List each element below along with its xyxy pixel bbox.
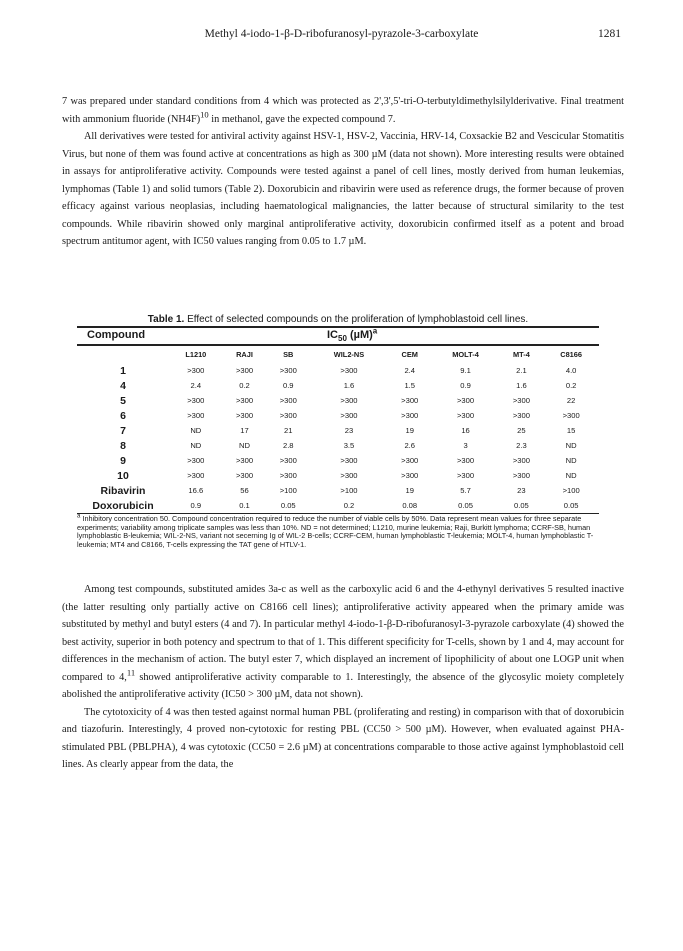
value-cell: >300 — [512, 471, 530, 480]
value-cell: 0.1 — [239, 501, 250, 510]
value-cell: 0.9 — [190, 501, 202, 510]
value-cell: >300 — [187, 411, 205, 420]
value-cell: 0.05 — [514, 501, 529, 510]
value-cell: >300 — [279, 366, 297, 375]
value-cell: >300 — [235, 456, 254, 465]
value-cell: 19 — [405, 426, 414, 435]
value-cell: >300 — [340, 411, 358, 420]
col-header: WIL2-NS — [333, 350, 365, 359]
value-cell: >300 — [401, 471, 419, 480]
value-cell: >300 — [187, 456, 205, 465]
value-cell: 2.1 — [516, 366, 527, 375]
paragraph-1-text-b: in methanol, gave the expected compound 7. — [208, 113, 396, 125]
value-cell: >300 — [512, 411, 530, 420]
value-cell: 21 — [284, 426, 293, 435]
value-cell: 56 — [240, 486, 249, 495]
table-header-row — [77, 328, 599, 344]
value-cell: 0.05 — [563, 501, 579, 510]
table-row — [77, 438, 599, 453]
value-cell: 2.4 — [190, 381, 202, 390]
value-cell: ND — [190, 441, 202, 450]
value-cell: 9.1 — [460, 366, 471, 375]
col-header: CEM — [401, 350, 418, 359]
value-cell: 25 — [517, 426, 526, 435]
value-cell: >300 — [340, 396, 358, 405]
cell-line-header-row — [77, 346, 599, 363]
value-cell: >300 — [340, 471, 358, 480]
running-title: Methyl 4-iodo-1-β-D-ribofuranosyl-pyrazole-3-carboxylate — [204, 28, 479, 40]
value-cell: 1.6 — [516, 381, 527, 390]
value-cell: 19 — [405, 486, 414, 495]
value-cell: 3.5 — [343, 441, 355, 450]
value-cell: >300 — [235, 411, 254, 420]
compound-cell: 6 — [120, 409, 126, 422]
table-data — [77, 346, 599, 513]
value-cell: 2.4 — [404, 366, 415, 375]
value-cell: >300 — [279, 411, 297, 420]
value-cell: >100 — [279, 486, 297, 495]
table-caption-text: Effect of selected compounds on the proliferation of lymphoblastoid cell lines. — [184, 314, 529, 325]
col-header: SB — [283, 350, 294, 359]
table-row — [77, 423, 599, 438]
value-cell: 23 — [344, 426, 354, 435]
table-1 — [77, 313, 599, 549]
table-row — [77, 408, 599, 423]
value-cell: 1.6 — [343, 381, 355, 390]
header-ic50: $IC_{50}$ $(\mu M)^a$ — [327, 326, 378, 344]
value-cell: >300 — [401, 456, 419, 465]
table-row — [77, 393, 599, 408]
header-compound: Compound — [87, 329, 146, 341]
col-header: L1210 — [185, 350, 207, 359]
compound-cell: 10 — [117, 469, 129, 482]
paragraph-2: All derivatives were tested for antiviral activity against HSV-1, HSV-2, Vaccinia, HRV-14, Coxsackie B2 and Vescicular Stomatitis Virus, but none of them was found active at concentrations as high as 300 µM (data not shown). More interesting results were obtained in assays for antiproliferative activity. Compounds were tested against a panel of cell lines, mostly derived from human leukemias, lymphomas (Table 1) and solid tumors (Table 2). Doxorubicin and ribavirin were used as reference drugs, the former because of proven efficacy against various neoplasias, including haematological malignancies, the latter because of structural similarity to the test compounds. While ribavirin showed only marginal antiproliferative activity, doxorubicin confirmed itself as a potent and broad spectrum antitumor agent, with IC50 values ranging from 0.05 to 1.7 µM. — [62, 131, 624, 247]
value-cell: 0.2 — [565, 381, 577, 390]
value-cell: ND — [190, 426, 202, 435]
value-cell: 0.9 — [282, 381, 294, 390]
value-cell: >300 — [562, 411, 580, 420]
compound-cell: 5 — [120, 394, 126, 407]
value-cell: ND — [565, 456, 577, 465]
value-cell: >300 — [279, 396, 297, 405]
value-cell: 0.2 — [343, 501, 355, 510]
value-cell: >300 — [187, 366, 205, 375]
value-cell: 2.6 — [404, 441, 415, 450]
compound-cell: 1 — [120, 364, 126, 377]
value-cell: >300 — [340, 456, 358, 465]
value-cell: >300 — [457, 456, 475, 465]
value-cell: 15 — [566, 426, 576, 435]
value-cell: >300 — [235, 471, 254, 480]
compound-cell: 7 — [120, 424, 126, 437]
table-row — [77, 453, 599, 468]
paragraph-1 — [62, 93, 624, 128]
value-cell: >300 — [279, 456, 297, 465]
body-text-top — [62, 93, 624, 251]
value-cell: >100 — [562, 486, 580, 495]
table-body — [77, 363, 599, 513]
value-cell: 0.08 — [402, 501, 418, 510]
value-cell: 23 — [517, 486, 526, 495]
value-cell: 0.9 — [460, 381, 471, 390]
value-cell: >300 — [512, 396, 530, 405]
table-row — [77, 483, 599, 498]
running-header — [62, 28, 621, 44]
page-number: 1281 — [598, 28, 621, 40]
value-cell: >300 — [340, 366, 358, 375]
table-footnote: $^a$ Inhibitory concentration 50. Compound concentration required to reduce the number of viable cells by 50%. Data represent mean values for three separate experiments; variability among triplicate samples was less than 10%. ND = not determined; L1210, murine leukemia; Raji, Burkitt lymphoma; CCRF-SB, human lymphoblastic B-leukemia; WIL-2-NS, variant not secerning Ig of WIL-2 B-cells; CCRF-CEM, human lymphoblastic T-leukemia; MOLT-4, human lymphoblastic T-leukemia; MT4 and C8166, T-cells expressing the TAT gene of HTLV-1. — [77, 512, 594, 549]
compound-cell: 8 — [120, 439, 126, 452]
value-cell: 2.8 — [282, 441, 294, 450]
compound-cell: Doxorubicin — [92, 499, 154, 512]
table-row — [77, 363, 599, 378]
value-cell: >300 — [279, 471, 297, 480]
value-cell: >300 — [457, 396, 475, 405]
value-cell: 16.6 — [188, 486, 204, 495]
table-caption — [77, 313, 599, 326]
header-blank — [77, 346, 169, 363]
compound-cell: Ribavirin — [100, 484, 146, 497]
value-cell: 0.05 — [458, 501, 473, 510]
value-cell: 16 — [461, 426, 470, 435]
value-cell: >300 — [401, 411, 419, 420]
value-cell: 0.2 — [239, 381, 250, 390]
col-header: RAJI — [236, 350, 253, 359]
value-cell: 17 — [240, 426, 249, 435]
value-cell: >300 — [457, 411, 475, 420]
value-cell: >300 — [457, 471, 475, 480]
paragraph-3: Among test compounds, substituted amides 3a-c as well as the carboxylic acid 6 and the 4-ethynyl derivatives 5 resulted inactive (the latter resulting only partially active on C8166 cell lines); antiproliferative activity appeared when the primary amide was substituted by methyl and butyl esters (4 and 7). In particular methyl 4-iodo-1-β-D-ribofuranosyl-3-pyrazole carboxylate (4) showed the best activity, superior in both potency and spectrum to that of 1. This different specificity for T-cells, shown by 1 and 4, may account for differences in the mechanism of action. The butyl ester 7, which displayed an increment of lipophilicity of about one LOGP unit when compared to 4,11 showed antiproliferative activity comparable to 1. Interestingly, the absence of the glycosylic moiety completely abolished the antiproliferative activity (IC50 > 300 µM, data not shown). — [62, 584, 624, 700]
table-row — [77, 468, 599, 483]
value-cell: >300 — [401, 396, 419, 405]
value-cell: 0.05 — [280, 501, 296, 510]
value-cell: >300 — [187, 396, 205, 405]
compound-cell: 4 — [120, 379, 126, 392]
value-cell: >300 — [235, 366, 254, 375]
value-cell: >300 — [235, 396, 254, 405]
paragraph-1-text-a: 7 was prepared under standard conditions from 4 which was protected as 2',3',5'-tri-O-terbutyldimethylsilylderivative. Final treatment with ammonium fluoride (NH4F) — [62, 96, 624, 125]
value-cell: 2.3 — [516, 441, 527, 450]
table-row — [77, 378, 599, 393]
value-cell: 4.0 — [565, 366, 577, 375]
value-cell: ND — [565, 471, 577, 480]
value-cell: 1.5 — [404, 381, 415, 390]
body-text-bottom — [62, 581, 624, 774]
col-header: MT-4 — [512, 350, 530, 359]
value-cell: ND — [565, 441, 577, 450]
col-header: C8166 — [560, 350, 583, 359]
value-cell: >100 — [340, 486, 358, 495]
paragraph-4: The cytotoxicity of 4 was then tested against normal human PBL (proliferating and resting) in comparison with that of doxorubicin and tiazofurin. Interestingly, 4 proved non-cytotoxic for resting PBL (CC50 > 500 µM). However, when evaluated against PHA-stimulated PBL (PBLPHA), 4 was cytotoxic (CC50 = 2.6 µM) at concentrations comparable to those active against lymphoblastoid cell lines. As clearly appear from the data, the — [62, 706, 624, 770]
reference-10: 10 — [200, 109, 209, 120]
value-cell: 5.7 — [460, 486, 471, 495]
reference-11: 11 — [126, 667, 136, 678]
value-cell: ND — [239, 441, 250, 450]
value-cell: >300 — [512, 456, 530, 465]
compound-cell: 9 — [120, 454, 126, 467]
value-cell: 3 — [463, 441, 468, 450]
col-header: MOLT-4 — [452, 350, 479, 359]
value-cell: >300 — [187, 471, 205, 480]
table-row — [77, 498, 599, 513]
table-caption-label: Table 1. — [147, 314, 185, 325]
value-cell: 22 — [566, 396, 576, 405]
